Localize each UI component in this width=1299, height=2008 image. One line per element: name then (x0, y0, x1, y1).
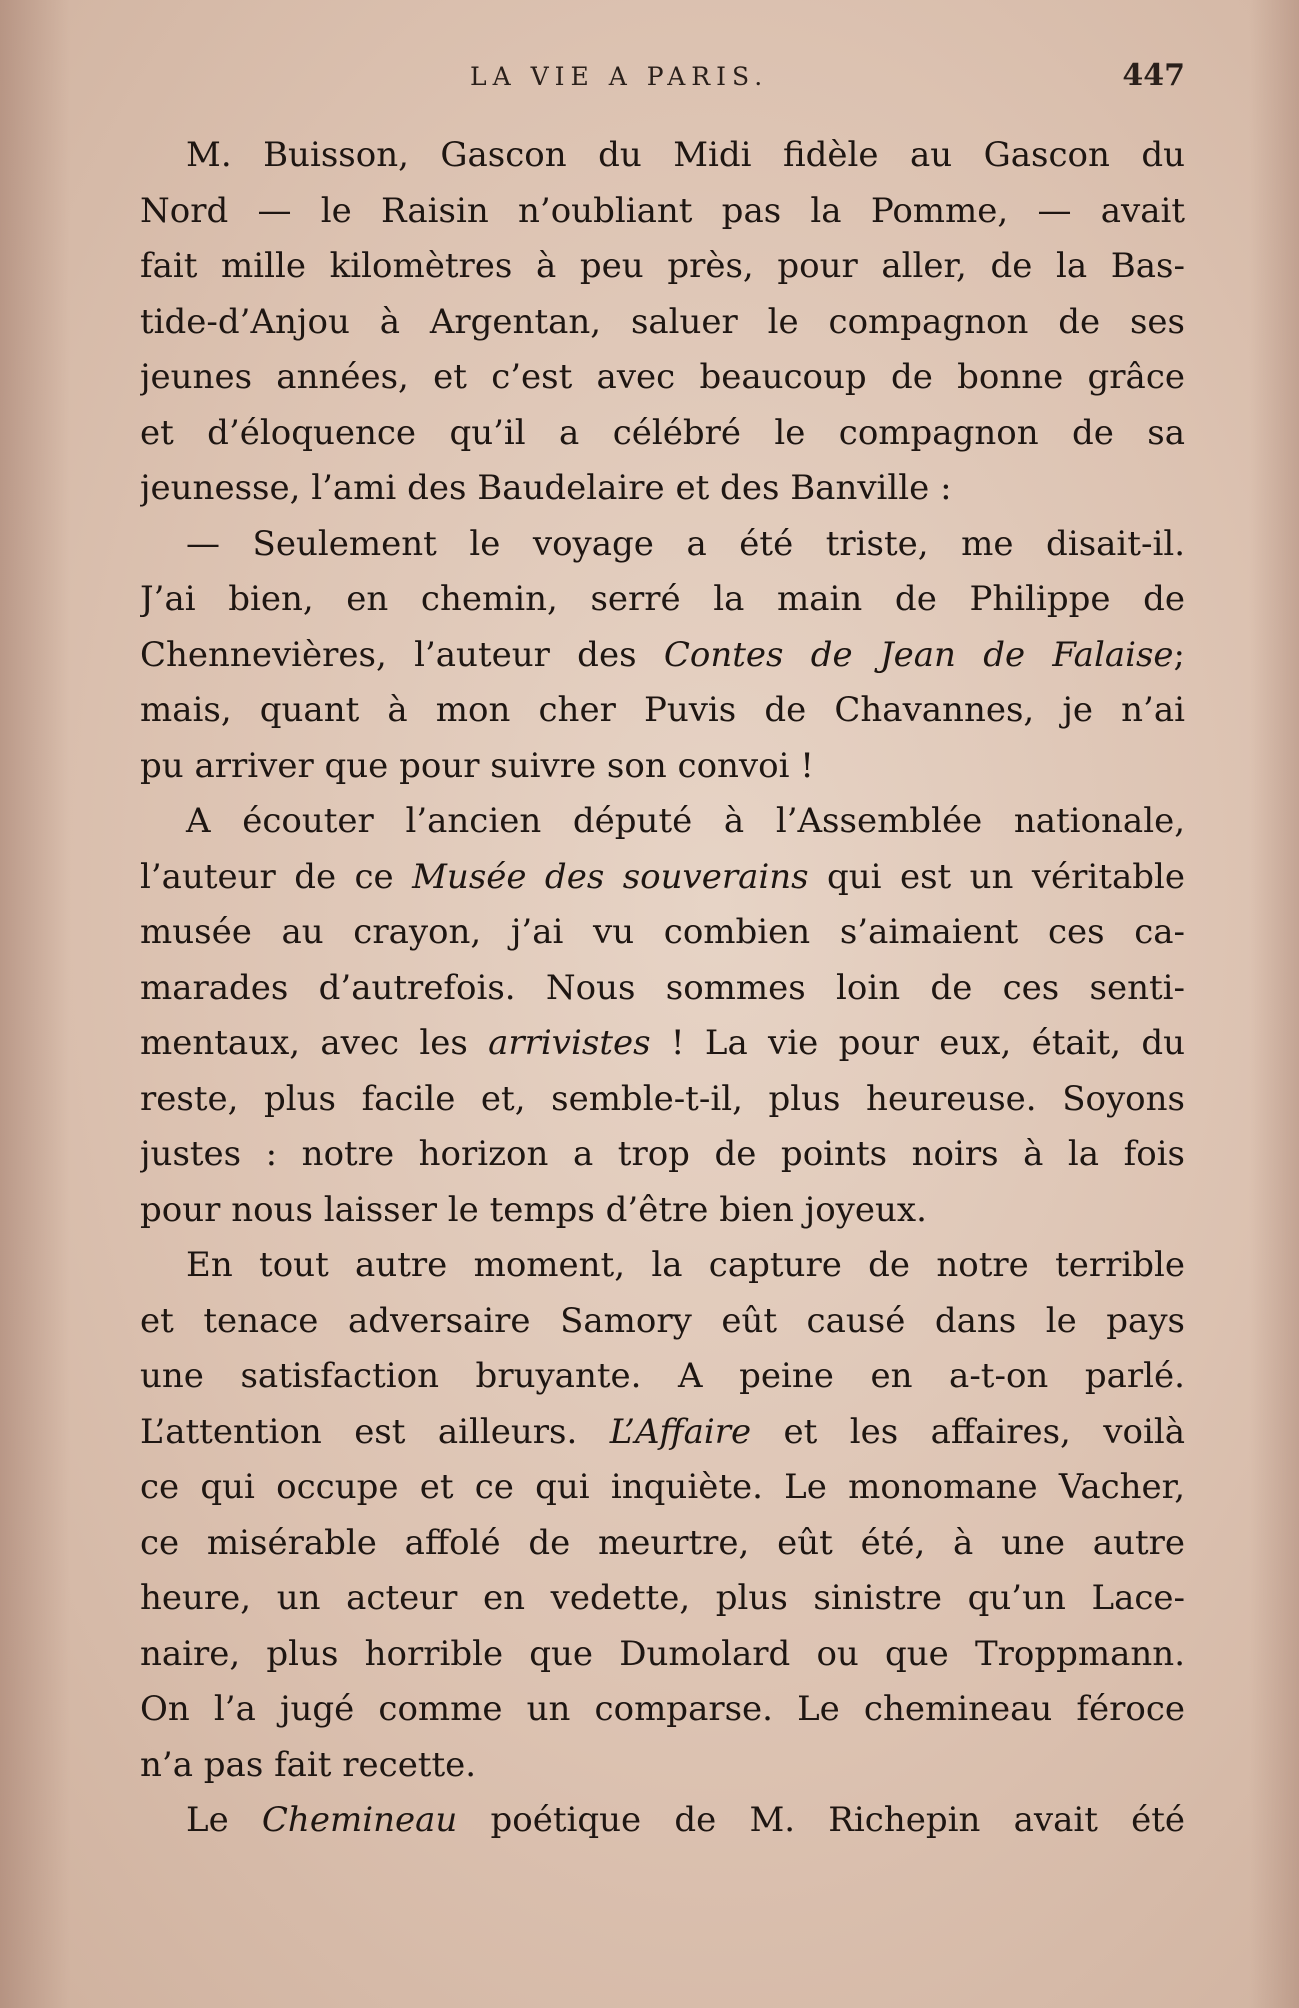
text-segment: ! La vie pour eux, était, du (650, 1023, 1185, 1063)
text-line (140, 850, 1185, 906)
text-line: et tenace adversaire Samory eût causé dans le pays (140, 1300, 1185, 1341)
text-segment: Chennevières, l’auteur des (140, 634, 664, 675)
text-line: ce misérable affolé de meurtre, eût été, à une autre (140, 1522, 1185, 1563)
text-line: Nord — le Raisin n’oubliant pas la Pomme, — avait (140, 190, 1185, 231)
text-line: et d’éloquence qu’il a célébré le compagnon de sa (140, 412, 1185, 453)
text-line: justes : notre horizon a trop de points noirs à la fois (140, 1134, 1185, 1174)
text-line: tide-d’Anjou à Argentan, saluer le compagnon de ses (140, 301, 1185, 342)
running-head-title: LA VIE A PARIS. (470, 62, 769, 91)
running-head (140, 58, 1185, 102)
text-line: marades d’autrefois. Nous sommes loin de ces senti- (140, 967, 1185, 1008)
italic-title: L’Affaire (609, 1411, 752, 1452)
italic-title: Contes de Jean de Falaise (663, 634, 1174, 675)
text-segment: et les affaires, voilà (751, 1411, 1185, 1452)
text-line (140, 1405, 1185, 1461)
text-line: jeunes années, et c’est avec beaucoup de bonne grâce (140, 357, 1185, 397)
text-line: ce qui occupe et ce qui inquiète. Le monomane Vacher, (140, 1467, 1185, 1507)
text-segment: ; (1173, 634, 1185, 675)
text-segment: Le (186, 1800, 262, 1840)
text-segment: mentaux, avec les (140, 1023, 489, 1063)
text-line: — Seulement le voyage a été triste, me disait-il. (186, 523, 1185, 564)
text-line: naire, plus horrible que Dumolard ou que Troppmann. (140, 1633, 1185, 1674)
text-line: On l’a jugé comme un comparse. Le chemineau féroce (140, 1689, 1185, 1729)
text-line: musée au crayon, j’ai vu combien s’aimaient ces ca- (140, 912, 1185, 952)
text-line: En tout autre moment, la capture de notre terrible (186, 1245, 1185, 1285)
page-number: 447 (1122, 58, 1185, 93)
text-line: pour nous laisser le temps d’être bien joyeux. (140, 1189, 927, 1230)
text-segment: l’auteur de ce (140, 856, 413, 897)
italic-title: Musée des souverains (412, 856, 809, 897)
text-segment: poétique de M. Richepin avait été (457, 1800, 1185, 1840)
italic-title: Chemineau (261, 1800, 458, 1840)
text-line: M. Buisson, Gascon du Midi fidèle au Gascon du (186, 135, 1185, 175)
text-line: fait mille kilomètres à peu près, pour aller, de la Bas- (140, 246, 1185, 286)
text-line: J’ai bien, en chemin, serré la main de Philippe de (140, 579, 1185, 619)
text-line (140, 1016, 1185, 1072)
text-line: A écouter l’ancien député à l’Assemblée nationale, (186, 801, 1185, 841)
text-line: mais, quant à mon cher Puvis de Chavannes, je n’ai (140, 690, 1185, 730)
text-line: pu arriver que pour suivre son convoi ! (140, 745, 814, 786)
text-segment: L’attention est ailleurs. (140, 1411, 610, 1452)
text-line (140, 628, 1185, 684)
body-text (140, 128, 1185, 1849)
text-line: une satisfaction bruyante. A peine en a-t-on parlé. (140, 1356, 1185, 1396)
text-segment: qui est un véritable (808, 856, 1185, 897)
text-line: heure, un acteur en vedette, plus sinistre qu’un Lace- (140, 1578, 1185, 1618)
text-line: reste, plus facile et, semble-t-il, plus heureuse. Soyons (140, 1078, 1185, 1119)
text-line (140, 1793, 1185, 1849)
text-line: jeunesse, l’ami des Baudelaire et des Banville : (140, 468, 952, 508)
italic-title: arrivistes (488, 1023, 651, 1063)
text-line: n’a pas fait recette. (140, 1744, 477, 1785)
